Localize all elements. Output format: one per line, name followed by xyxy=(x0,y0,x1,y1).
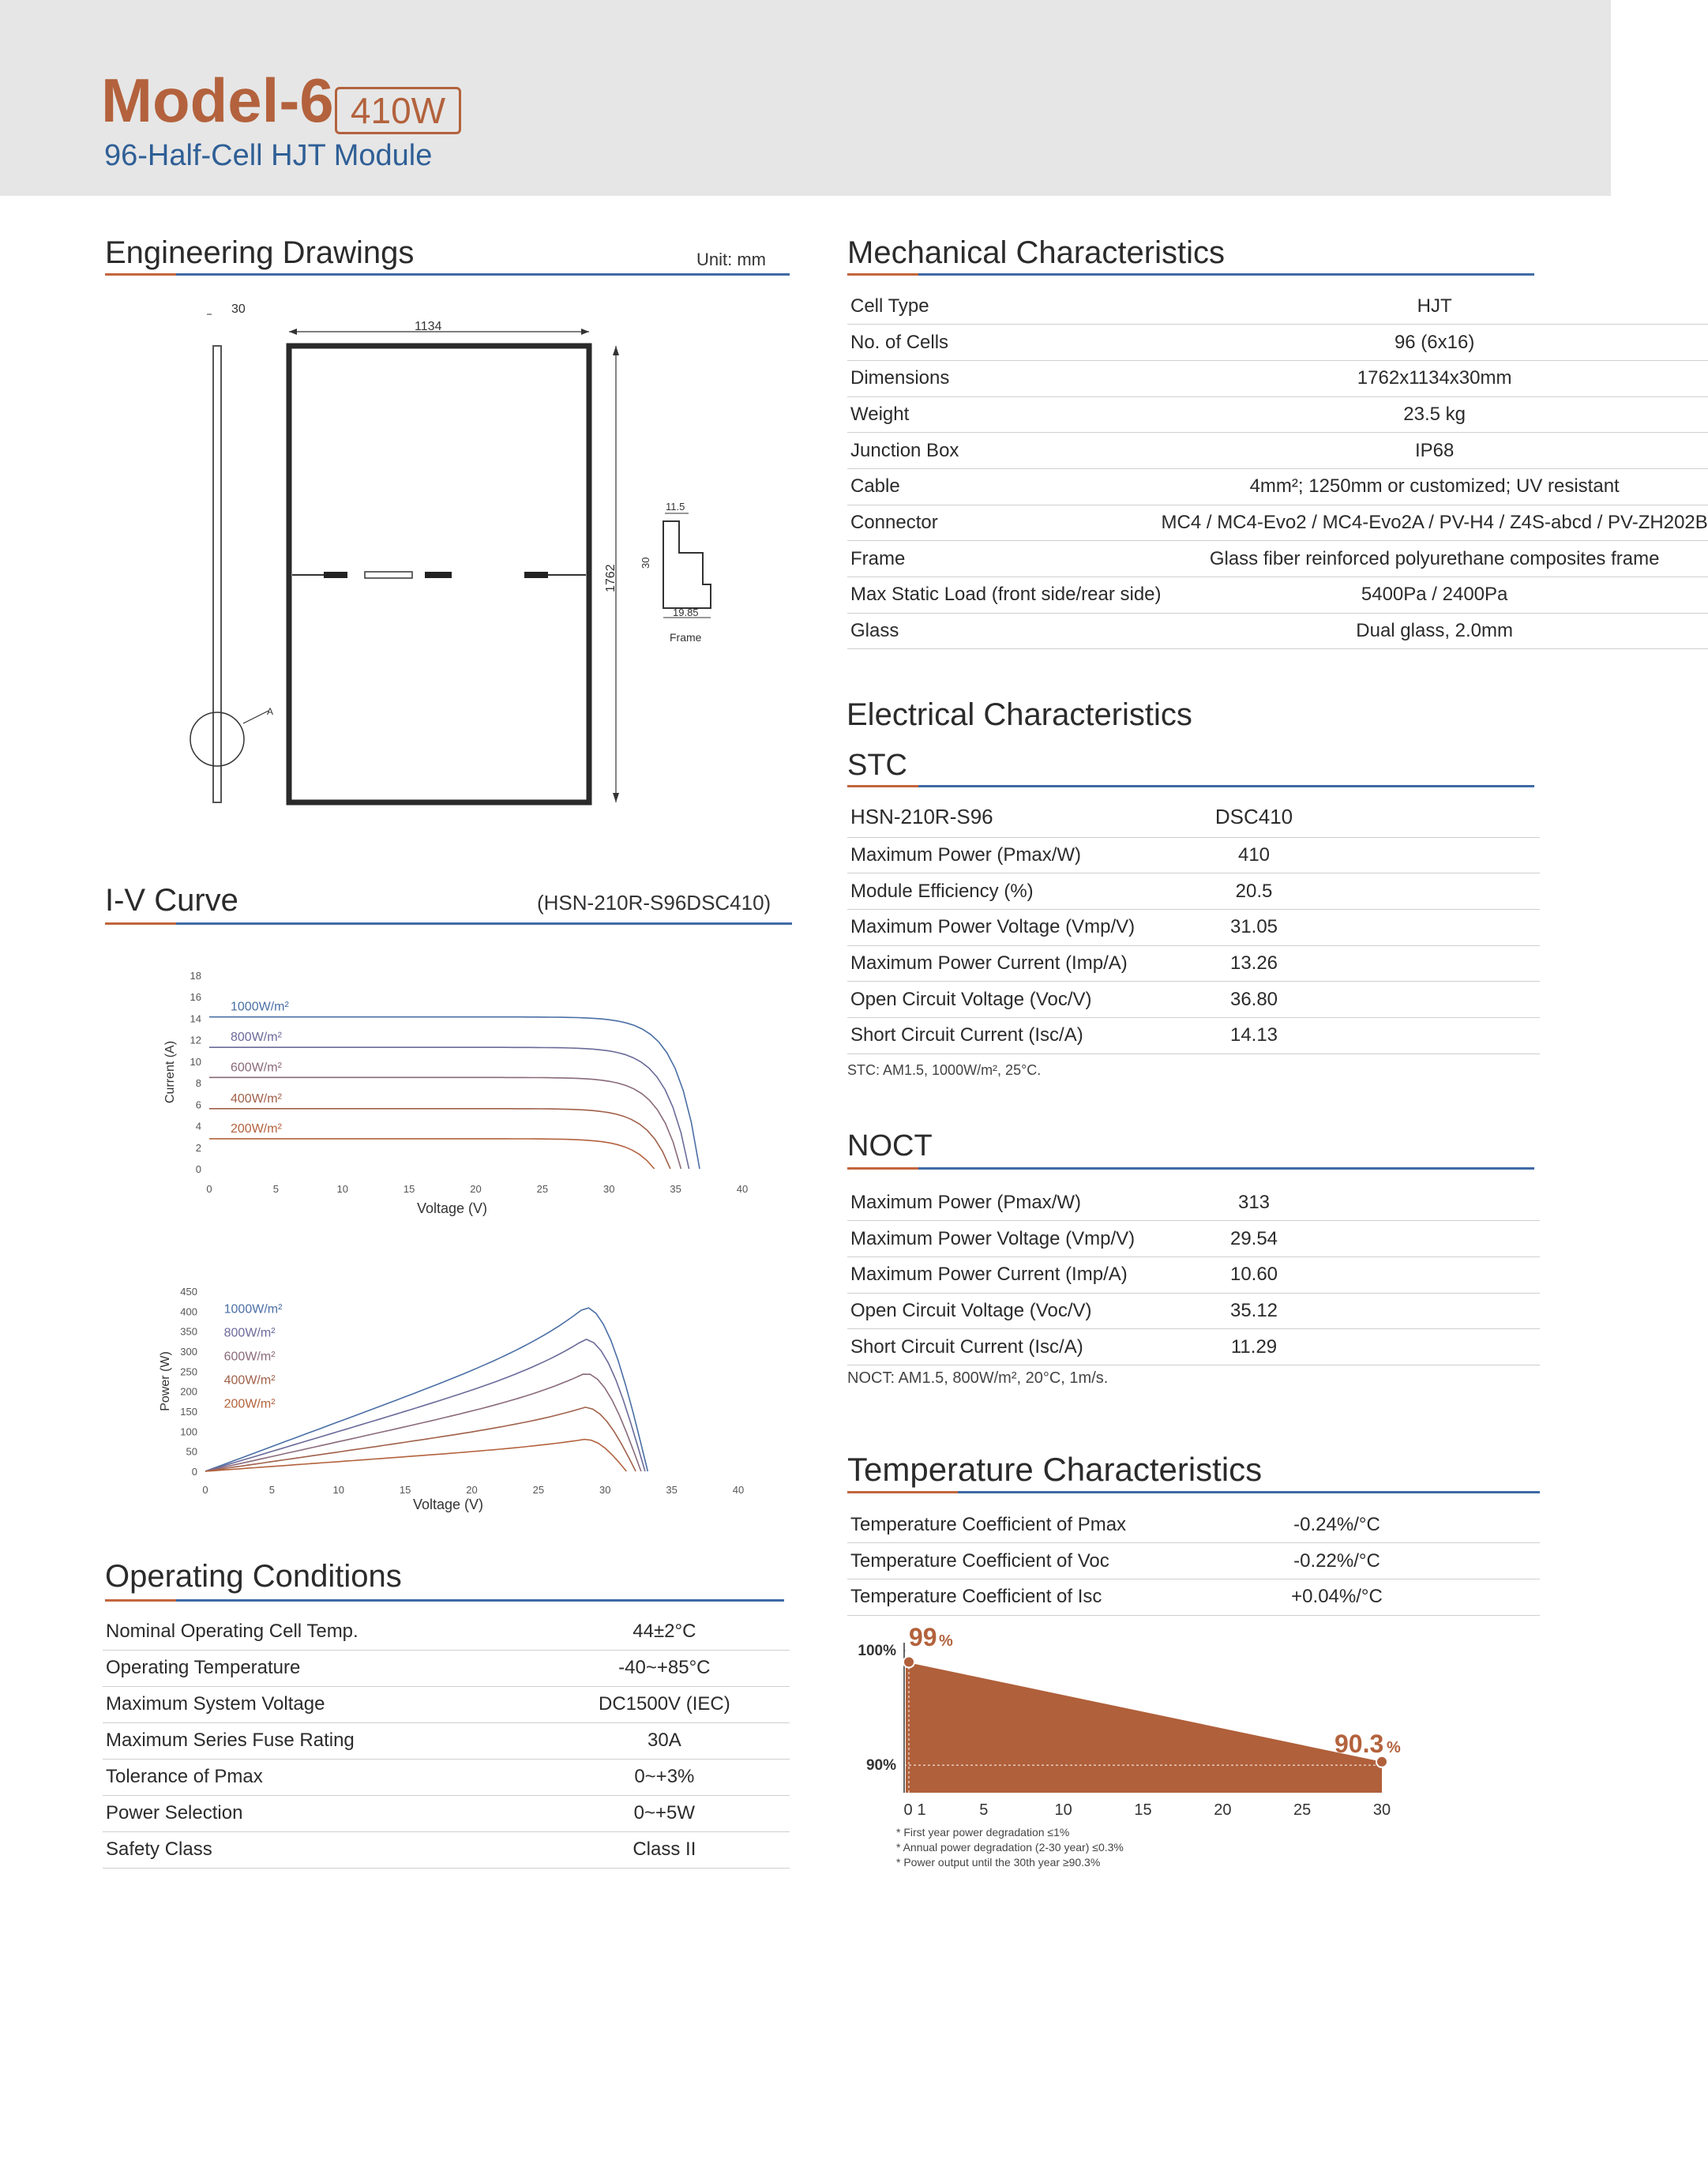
table-row xyxy=(847,1185,1540,1221)
row-label: Maximum System Voltage xyxy=(103,1686,539,1722)
table-row xyxy=(847,396,1708,433)
temperature-title: Temperature Characteristics xyxy=(847,1451,1263,1488)
y-tick-label: 450 xyxy=(180,1286,197,1298)
row-label: Maximum Series Fuse Rating xyxy=(103,1722,539,1759)
y-tick-label: 150 xyxy=(180,1406,197,1418)
dim-thickness: 30 xyxy=(231,302,246,316)
end-unit-label: % xyxy=(1387,1738,1401,1756)
row-label: No. of Cells xyxy=(847,325,1162,361)
row-label: Short Circuit Current (Isc/A) xyxy=(847,1017,1163,1054)
row-value: 44±2°C xyxy=(539,1613,790,1650)
x-tick-label: 30 xyxy=(1372,1801,1391,1819)
y-tick-label: 16 xyxy=(190,991,201,1004)
row-label: Operating Temperature xyxy=(103,1650,539,1686)
x-axis-label: Voltage (V) xyxy=(416,1200,488,1216)
row-label: Glass xyxy=(847,613,1162,649)
degradation-note: * Power output until the 30th year ≥90.3% xyxy=(896,1856,1101,1869)
table-row xyxy=(847,945,1540,982)
row-value: IP68 xyxy=(1162,433,1708,469)
x-tick-label: 20 xyxy=(1214,1801,1232,1819)
y-tick-label: 250 xyxy=(180,1365,197,1378)
module-subtitle: 96-Half-Cell HJT Module xyxy=(104,139,433,172)
x-tick-label: 5 xyxy=(979,1801,989,1819)
end-point xyxy=(1376,1756,1387,1767)
row-value: 96 (6x16) xyxy=(1162,325,1708,361)
table-row xyxy=(847,909,1540,945)
stc-note: STC: AM1.5, 1000W/m², 25°C. xyxy=(847,1062,1042,1078)
electrical-title: Electrical Characteristics xyxy=(846,697,1192,732)
x-tick-label: 40 xyxy=(736,1183,749,1195)
y-tick-label: 90% xyxy=(865,1757,896,1775)
engineering-title: Engineering Drawings xyxy=(105,235,415,270)
row-label: Power Selection xyxy=(103,1795,539,1831)
row-label: Maximum Power Current (Imp/A) xyxy=(847,945,1163,982)
x-tick-label: 30 xyxy=(599,1484,611,1496)
row-value: Class II xyxy=(539,1831,790,1868)
table-row xyxy=(103,1722,790,1759)
pv-series-line xyxy=(205,1374,641,1471)
row-value: 0~+3% xyxy=(539,1759,790,1795)
row-label: Connector xyxy=(847,505,1162,541)
series-label: 200W/m² xyxy=(223,1397,276,1411)
start-point xyxy=(903,1657,914,1668)
row-label: Maximum Power (Pmax/W) xyxy=(847,837,1163,873)
x-tick-label: 25 xyxy=(536,1183,549,1195)
dim-length: 1762 xyxy=(604,564,618,592)
degradation-chart xyxy=(847,1619,1416,1880)
row-label: Open Circuit Voltage (Voc/V) xyxy=(847,982,1163,1018)
table-row xyxy=(847,577,1708,614)
row-value: 20.5 xyxy=(1163,873,1345,910)
y-tick-label: 10 xyxy=(190,1055,201,1068)
table-row xyxy=(847,541,1708,577)
x-tick-label: 40 xyxy=(732,1484,745,1496)
x-axis-label: Voltage (V) xyxy=(412,1497,484,1512)
temperature-table xyxy=(847,1507,1540,1616)
series-label: 1000W/m² xyxy=(231,1000,289,1014)
table-row xyxy=(847,360,1708,396)
x-tick-label: 15 xyxy=(403,1183,415,1195)
noct-title: NOCT xyxy=(847,1129,933,1162)
series-label: 800W/m² xyxy=(231,1031,282,1045)
temperature-divider xyxy=(847,1491,1540,1493)
unit-label: Unit: mm xyxy=(696,250,766,269)
stc-model-row xyxy=(847,798,1540,837)
row-value: 1762x1134x30mm xyxy=(1162,360,1708,396)
row-value: Glass fiber reinforced polyurethane composites frame xyxy=(1162,541,1708,577)
stc-table xyxy=(847,798,1540,1054)
iv-divider xyxy=(105,922,792,925)
x-tick-label: 10 xyxy=(1054,1801,1072,1819)
x-tick-label: 1 xyxy=(917,1801,926,1819)
row-label: Temperature Coefficient of Pmax xyxy=(847,1507,1218,1543)
row-label: Dimensions xyxy=(847,360,1162,396)
mechanical-table xyxy=(847,288,1708,649)
x-tick-label: 15 xyxy=(1134,1801,1152,1819)
row-label: Maximum Power (Pmax/W) xyxy=(847,1185,1163,1221)
connector-left xyxy=(324,572,347,578)
iv-title: I-V Curve xyxy=(105,883,238,918)
y-tick-label: 4 xyxy=(195,1120,201,1132)
row-value: 30A xyxy=(539,1722,790,1759)
noct-divider xyxy=(847,1167,1534,1170)
frame-caption: Frame xyxy=(670,631,702,644)
row-label: Maximum Power Current (Imp/A) xyxy=(847,1256,1163,1293)
detail-label: A xyxy=(267,706,274,717)
table-row xyxy=(103,1686,790,1722)
row-value: 410 xyxy=(1163,837,1345,873)
table-row xyxy=(847,982,1540,1018)
series-label: 800W/m² xyxy=(223,1326,276,1340)
row-value: 313 xyxy=(1163,1185,1345,1221)
table-row xyxy=(847,873,1540,910)
row-label: Open Circuit Voltage (Voc/V) xyxy=(847,1293,1163,1329)
dim-frame-bottom: 19.85 xyxy=(673,607,699,618)
x-tick-label: 25 xyxy=(1293,1801,1312,1819)
mechanical-title: Mechanical Characteristics xyxy=(847,235,1225,270)
y-tick-label: 400 xyxy=(180,1305,197,1318)
stc-model-value: DSC410 xyxy=(1163,798,1345,837)
y-tick-label: 50 xyxy=(186,1445,197,1458)
x-tick-label: 30 xyxy=(603,1183,615,1195)
x-tick-label: 35 xyxy=(670,1183,681,1195)
table-row xyxy=(847,1579,1540,1615)
series-label: 1000W/m² xyxy=(223,1302,283,1316)
row-label: Frame xyxy=(847,541,1162,577)
x-tick-label: 20 xyxy=(470,1183,482,1195)
row-value: 29.54 xyxy=(1163,1221,1345,1257)
dim-frame-side: 30 xyxy=(640,557,651,569)
y-tick-label: 6 xyxy=(195,1099,201,1111)
series-label: 600W/m² xyxy=(223,1350,276,1364)
operating-divider xyxy=(105,1599,784,1602)
x-tick-label: 0 xyxy=(206,1183,212,1195)
x-tick-label: 35 xyxy=(666,1484,678,1496)
table-row xyxy=(847,613,1708,649)
dim-frame-top: 11.5 xyxy=(666,501,685,513)
frame-profile xyxy=(663,521,711,608)
row-label: Cell Type xyxy=(847,288,1162,325)
iv-series-line xyxy=(209,1139,655,1169)
degradation-area xyxy=(906,1662,1382,1793)
iv-series-line xyxy=(209,1017,700,1169)
x-tick-label: 5 xyxy=(272,1183,279,1195)
table-row xyxy=(103,1613,790,1650)
x-tick-label: 0 xyxy=(202,1484,208,1496)
row-value: 14.13 xyxy=(1163,1017,1345,1054)
table-row xyxy=(847,1256,1540,1293)
junction-box-dark xyxy=(425,572,452,578)
row-label: Weight xyxy=(847,396,1162,433)
row-value: +0.04%/°C xyxy=(1218,1579,1455,1615)
power-badge: 410W xyxy=(335,87,461,134)
table-row xyxy=(847,505,1708,541)
degradation-note: * Annual power degradation (2-30 year) ≤0.3% xyxy=(896,1841,1124,1854)
table-row xyxy=(847,1543,1540,1579)
y-tick-label: 2 xyxy=(195,1141,201,1154)
table-row xyxy=(847,1221,1540,1257)
row-value: -40~+85°C xyxy=(539,1650,790,1686)
x-tick-label: 10 xyxy=(336,1183,348,1195)
row-value: HJT xyxy=(1162,288,1708,325)
row-label: Module Efficiency (%) xyxy=(847,873,1163,910)
row-label: Nominal Operating Cell Temp. xyxy=(103,1613,539,1650)
operating-title: Operating Conditions xyxy=(105,1559,402,1594)
row-label: Junction Box xyxy=(847,433,1162,469)
series-label: 400W/m² xyxy=(231,1091,282,1106)
pv-series-line xyxy=(205,1440,626,1471)
y-axis-label: Current (A) xyxy=(163,1040,177,1104)
row-value: 36.80 xyxy=(1163,982,1345,1018)
pv-power-chart xyxy=(150,1275,766,1524)
series-label: 200W/m² xyxy=(231,1121,282,1136)
y-tick-label: 8 xyxy=(195,1077,201,1090)
iv-model: (HSN-210R-S96DSC410) xyxy=(537,891,771,915)
pv-series-line xyxy=(205,1407,636,1471)
row-value: 5400Pa / 2400Pa xyxy=(1162,577,1708,614)
table-row xyxy=(847,1293,1540,1329)
degradation-note: * First year power degradation ≤1% xyxy=(896,1826,1070,1839)
table-row xyxy=(103,1759,790,1795)
iv-current-chart xyxy=(150,960,766,1236)
x-tick-label: 0 xyxy=(903,1801,913,1819)
row-label: Maximum Power Voltage (Vmp/V) xyxy=(847,1221,1163,1257)
row-value: 13.26 xyxy=(1163,945,1345,982)
table-row xyxy=(847,433,1708,469)
row-value: DC1500V (IEC) xyxy=(539,1686,790,1722)
row-value: 23.5 kg xyxy=(1162,396,1708,433)
table-row xyxy=(847,325,1708,361)
table-row xyxy=(847,1017,1540,1054)
row-value: 0~+5W xyxy=(539,1795,790,1831)
x-tick-label: 15 xyxy=(399,1484,411,1496)
table-row xyxy=(847,1329,1540,1365)
row-value: 31.05 xyxy=(1163,909,1345,945)
row-label: Temperature Coefficient of Isc xyxy=(847,1579,1218,1615)
stc-title: STC xyxy=(847,749,907,782)
row-label: Cable xyxy=(847,468,1162,505)
y-tick-label: 200 xyxy=(180,1385,197,1398)
y-tick-label: 0 xyxy=(195,1163,201,1175)
row-value: 4mm²; 1250mm or customized; UV resistant xyxy=(1162,468,1708,505)
y-tick-label: 300 xyxy=(180,1346,197,1358)
side-view xyxy=(213,346,221,802)
table-row xyxy=(103,1795,790,1831)
x-tick-label: 20 xyxy=(466,1484,478,1496)
row-label: Max Static Load (front side/rear side) xyxy=(847,577,1162,614)
detail-circle xyxy=(190,712,244,766)
row-value: 11.29 xyxy=(1163,1329,1345,1365)
start-value-label: 99 xyxy=(909,1623,937,1651)
table-row xyxy=(847,288,1708,325)
y-tick-label: 350 xyxy=(180,1325,197,1338)
table-row xyxy=(103,1831,790,1868)
x-tick-label: 10 xyxy=(332,1484,344,1496)
table-row xyxy=(847,837,1540,873)
connector-right xyxy=(524,572,548,578)
row-label: Tolerance of Pmax xyxy=(103,1759,539,1795)
x-tick-label: 5 xyxy=(268,1484,275,1496)
junction-box xyxy=(365,572,412,578)
stc-divider xyxy=(847,785,1534,787)
table-row xyxy=(847,1507,1540,1543)
series-label: 600W/m² xyxy=(231,1061,282,1075)
engineering-drawing xyxy=(158,292,758,829)
engineering-divider xyxy=(105,273,790,276)
model-title: Model-6 xyxy=(101,66,334,135)
y-tick-label: 0 xyxy=(191,1466,197,1478)
operating-table xyxy=(103,1613,790,1869)
y-tick-label: 100% xyxy=(858,1643,896,1659)
y-tick-label: 12 xyxy=(190,1034,201,1046)
row-value: 10.60 xyxy=(1163,1256,1345,1293)
x-tick-label: 25 xyxy=(532,1484,545,1496)
noct-table xyxy=(847,1185,1540,1365)
table-row xyxy=(103,1650,790,1686)
stc-model-label: HSN-210R-S96 xyxy=(847,798,1163,837)
y-tick-label: 14 xyxy=(190,1012,201,1025)
table-row xyxy=(847,468,1708,505)
end-value-label: 90.3 xyxy=(1334,1729,1384,1758)
row-value: -0.24%/°C xyxy=(1218,1507,1455,1543)
y-axis-label: Power (W) xyxy=(159,1351,172,1411)
y-tick-label: 18 xyxy=(190,970,201,982)
row-label: Safety Class xyxy=(103,1831,539,1868)
row-label: Maximum Power Voltage (Vmp/V) xyxy=(847,909,1163,945)
y-tick-label: 100 xyxy=(180,1425,197,1438)
row-value: -0.22%/°C xyxy=(1218,1543,1455,1579)
row-value: MC4 / MC4-Evo2 / MC4-Evo2A / PV-H4 / Z4S-abcd / PV-ZH202B xyxy=(1162,505,1708,541)
row-label: Temperature Coefficient of Voc xyxy=(847,1543,1218,1579)
series-label: 400W/m² xyxy=(223,1373,276,1388)
row-label: Short Circuit Current (Isc/A) xyxy=(847,1329,1163,1365)
dim-width: 1134 xyxy=(415,320,442,333)
row-value: Dual glass, 2.0mm xyxy=(1162,613,1708,649)
noct-note: NOCT: AM1.5, 800W/m², 20°C, 1m/s. xyxy=(847,1369,1109,1387)
start-unit-label: % xyxy=(939,1632,953,1650)
row-value: 35.12 xyxy=(1163,1293,1345,1329)
mechanical-divider xyxy=(847,273,1534,276)
